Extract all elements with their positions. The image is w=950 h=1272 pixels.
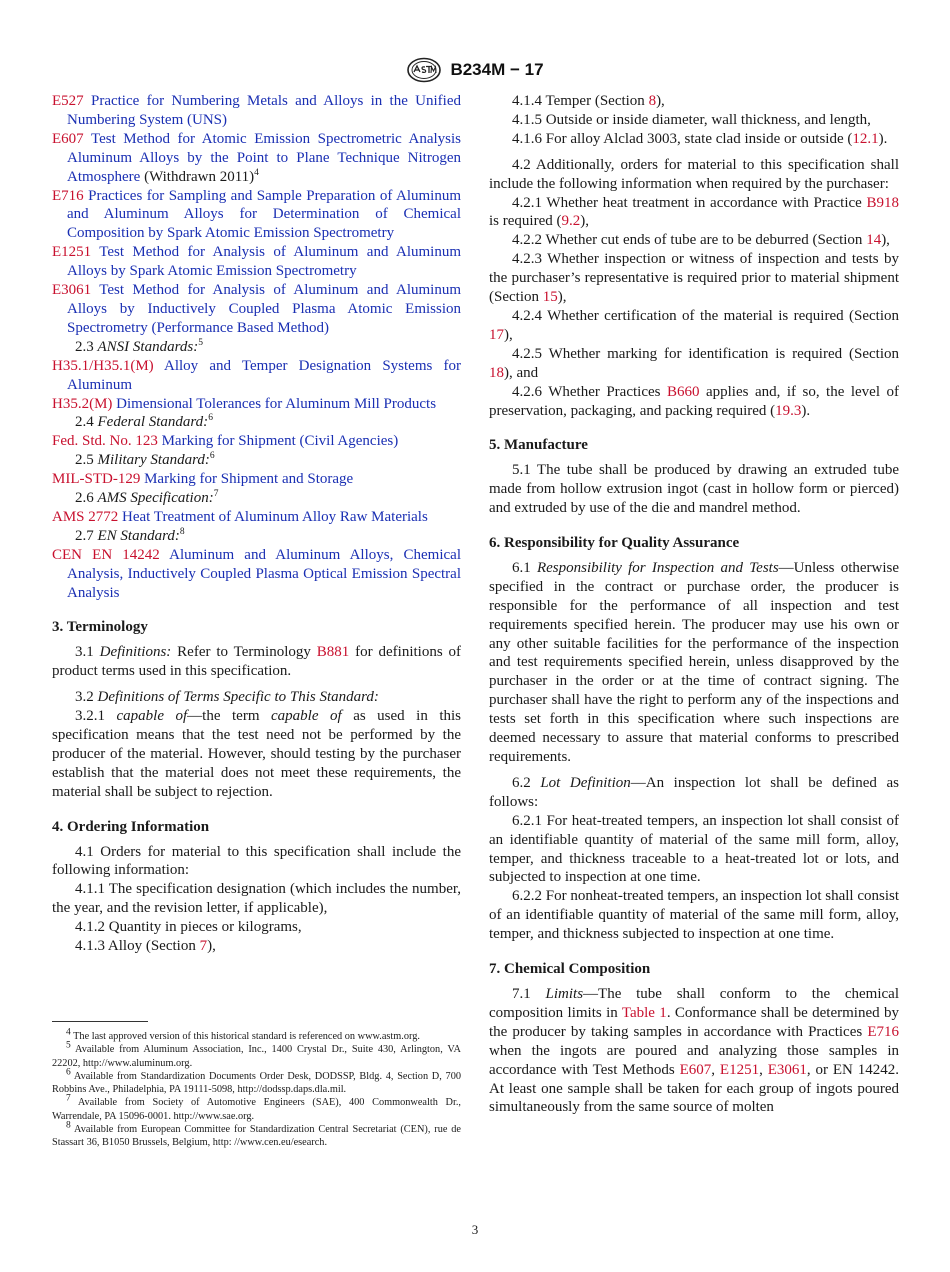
paragraph-text: ).	[878, 130, 888, 147]
document-designation: B234M − 17	[450, 60, 544, 79]
paragraph-4-2: 4.2 Additionally, orders for material to this specification shall include the following information when required by the purchaser:	[489, 156, 899, 192]
reference-h35-1	[52, 357, 461, 395]
footnote-mark: 5	[198, 337, 203, 348]
left-column	[52, 92, 461, 956]
subsection-2-7	[52, 527, 461, 546]
paragraph-text: 4.1.6 For alloy Alclad 3003, state clad inside or outside (	[512, 130, 853, 147]
paragraph-text: 4.2.6 Whether Practices	[512, 383, 661, 400]
reference-code-link[interactable]: E607	[52, 130, 84, 147]
paragraph-text: EN 14242. At least one sample shall be taken for each group of ingots poured simultaneously from the same source of molten	[489, 1061, 900, 1116]
reference-code-link[interactable]: Fed. Std. No. 123	[52, 433, 158, 450]
subsection-2-5	[52, 451, 461, 470]
reference-e3061	[52, 281, 461, 338]
footnote-text: The last approved version of this historical standard is referenced on www.astm.org.	[73, 1031, 420, 1042]
section-number: 2.4	[75, 414, 94, 431]
paragraph-text: 4.2.1 Whether heat treatment in accordance with Practice	[512, 194, 862, 211]
section-link[interactable]: 19.3	[775, 402, 802, 419]
paragraph-text: —the term	[187, 708, 260, 725]
defined-term: capable of	[271, 708, 342, 725]
paragraph-6-2	[489, 774, 899, 812]
paragraph-5-1: 5.1 The tube shall be produced by drawing an extruded tube made from hollow extrusion ingot (cast in hollow form or pierced) and extruded by use of the die and mandrel method.	[489, 462, 899, 517]
section-number: 7.1	[512, 985, 531, 1002]
paragraph-7-1: 7.1 Limits—The tube shall conform to the chemical composition limits in Table 1. Conformance shall be determined by the producer by taking samples in accordance with Practices E716 when the ingots are poured and analyzing those samples in accordance with Test Methods E607, E1251, E3061, or EN 14242. At least one sample shall be taken for each group of ingots poured simultaneously from the same source of molten	[489, 985, 900, 1116]
reference-code-link[interactable]: E527	[52, 93, 84, 109]
section-heading-manufacture: 5. Manufacture	[489, 437, 588, 454]
reference-e1251	[52, 243, 461, 281]
section-link[interactable]: 7	[199, 938, 208, 955]
reference-ams-2772	[52, 508, 461, 527]
section-link[interactable]: 18	[489, 364, 504, 381]
footnote-number: 5	[66, 1040, 71, 1051]
table-link[interactable]: Table 1	[621, 1004, 667, 1021]
paragraph-3-2-1	[52, 707, 461, 802]
paragraph-text: 4.1.3 Alloy (Section	[75, 938, 196, 955]
section-heading-terminology: 3. Terminology	[52, 619, 148, 636]
reference-title-link[interactable]: Practices for Sampling and Sample Preparation of Aluminum and Aluminum Alloys for Determination of Chemical Composition by Spark Atomic Emission Spectrometry	[67, 187, 461, 242]
paragraph-label: Definitions:	[99, 644, 172, 661]
reference-title-link[interactable]: Practice for Numbering Metals and Alloys in the Unified Numbering System (UNS)	[67, 93, 462, 128]
reference-code-link[interactable]: B918	[866, 194, 899, 211]
footnote-text: Available from Aluminum Association, Inc., 1400 Crystal Dr., Suite 430, Arlington, VA 22202, http://www.aluminum.org.	[52, 1044, 461, 1069]
reference-title-link[interactable]: Marking for Shipment (Civil Agencies)	[161, 433, 399, 450]
paragraph-4-2-3	[489, 250, 899, 307]
footnote	[52, 1120, 461, 1150]
section-link[interactable]: 12.1	[852, 130, 879, 147]
reference-title-link[interactable]: Test Method for Analysis of Aluminum and Aluminum Alloys by Spark Atomic Emission Spectrometry	[67, 244, 461, 280]
footnote-divider	[52, 1021, 148, 1022]
reference-e607	[52, 130, 461, 187]
paragraph-text: —Unless otherwise specified in the contract or purchase order, the producer is responsible for the performance of all inspection and test requirements specified herein. The producer may use his own or any other suitable facilities for the performance of the inspection and test requirements specified herein, unless disapproved by the purchaser in the order or at the time of contract signing. The purchaser shall have the right to perform any of the inspections and tests set forth in this specification where such inspections are deemed necessary to assure that material conforms to prescribed requirements.	[489, 559, 900, 765]
subsection-label: Military Standard:	[97, 452, 210, 469]
reference-title-link[interactable]: Test Method for Analysis of Aluminum and Aluminum Alloys by Inductively Coupled Plasma Atomic Emission Spectrometry (Performance Based Method)	[67, 282, 461, 336]
footnote	[52, 1027, 461, 1043]
astm-logo-icon	[406, 57, 442, 83]
paragraph-text: 4.2.3 Whether inspection or witness of inspection and tests by the purchaser’s representative is required prior to material shipment (Section	[489, 251, 899, 306]
paragraph-text: ),	[881, 232, 890, 249]
reference-code-link[interactable]: H35.2(M)	[52, 395, 113, 412]
reference-title-link[interactable]: Marking for Shipment and Storage	[144, 471, 354, 488]
paragraph-4-2-5	[489, 345, 899, 383]
reference-code-link[interactable]: H35.1/H35.1(M)	[52, 357, 154, 374]
paragraph-text: ),	[580, 213, 589, 230]
reference-code-link[interactable]: B881	[316, 644, 350, 661]
reference-e527	[52, 92, 461, 130]
paragraph-4-1-6	[489, 130, 899, 149]
footnote-mark: 6	[209, 451, 215, 462]
footnotes	[52, 1027, 461, 1150]
subsection-label: Federal Standard:	[97, 414, 209, 431]
footnote-number: 7	[66, 1094, 71, 1105]
paragraph-4-2-4	[489, 307, 899, 345]
footnote-text: Available from Society of Automotive Engineers (SAE), 400 Commonwealth Dr., Warrendale, PA 15096-0001. http://www.sae.org.	[52, 1097, 461, 1122]
subsection-2-6	[52, 489, 461, 508]
defined-term: capable of	[116, 708, 188, 725]
section-link[interactable]: 8	[648, 93, 657, 109]
paragraph-text: ).	[801, 402, 811, 419]
reference-code-link[interactable]: CEN EN 14242	[52, 546, 160, 563]
footnote-mark: 6	[208, 413, 213, 424]
reference-code-link[interactable]: AMS 2772	[52, 508, 119, 525]
paragraph-6-2-2: 6.2.2 For nonheat-treated tempers, an inspection lot shall consist of an identifiable quantity of material of the same mill form, alloy, temper, and thickness subjected to inspection at one time.	[489, 888, 899, 943]
paragraph-text: ),	[557, 289, 567, 306]
section-number: 2.6	[75, 490, 94, 507]
reference-code-link[interactable]: E607	[679, 1061, 712, 1078]
reference-title-link[interactable]: Heat Treatment of Aluminum Alloy Raw Materials	[122, 508, 428, 525]
footnote-mark: 8	[179, 526, 185, 537]
subsection-2-3	[52, 338, 461, 357]
paragraph-text: —An inspection lot shall be defined as follows:	[489, 774, 899, 810]
section-number: 3.2.1	[75, 708, 105, 725]
paragraph-4-2-6	[489, 383, 899, 421]
section-link[interactable]: 9.2	[561, 213, 581, 230]
paragraph-text: ), and	[504, 364, 539, 381]
page-number: 3	[471, 1222, 479, 1237]
paragraph-text: as used in this specification means that the test need not be performed by the producer of the material. However, should testing by the purchaser establish that the material does not meet these requirements, the material shall be subject to rejection.	[52, 708, 462, 800]
paragraph-label: Responsibility for Inspection and Tests	[536, 559, 779, 576]
paragraph-text: . Conformance shall be determined by the producer by taking samples in accordance with Practices	[489, 1004, 899, 1040]
paragraph-6-1	[489, 559, 899, 767]
section-number: 3.1	[75, 644, 94, 661]
section-number: 3.2	[75, 689, 94, 706]
footnote	[52, 1040, 461, 1070]
reference-code-link[interactable]: B660	[666, 383, 700, 400]
paragraph-3-1	[52, 643, 461, 681]
reference-cen-en-14242	[52, 546, 461, 603]
reference-h35-2	[52, 395, 461, 414]
footnote-mark: 4	[254, 167, 259, 178]
paragraph-text: ),	[656, 93, 665, 109]
page-header	[0, 56, 950, 84]
paragraph-4-1: 4.1 Orders for material to this specification shall include the following information:	[52, 843, 461, 879]
paragraph-text: is required (	[489, 213, 562, 230]
subsection-label: ANSI Standards:	[97, 338, 199, 355]
paragraph-label: Limits	[545, 985, 584, 1002]
paragraph-text: when the ingots are poured and analyzing those samples in accordance with Test Methods	[489, 1042, 899, 1078]
section-number: 2.5	[75, 452, 94, 469]
section-heading-chemical-composition: 7. Chemical Composition	[489, 961, 651, 978]
reference-code-link[interactable]: E1251	[52, 244, 92, 261]
paragraph-text: for definitions of product terms used in this specification.	[52, 644, 462, 680]
subsection-2-4	[52, 413, 461, 432]
reference-code-link[interactable]: E3061	[52, 282, 92, 299]
paragraph-text: 4.2.2 Whether cut ends of tube are to be deburred (Section	[512, 232, 863, 249]
paragraph-label: Lot Definition	[540, 774, 631, 791]
paragraph-label: Definitions of Terms Specific to This Standard:	[97, 689, 379, 706]
section-link[interactable]: 14	[866, 232, 882, 249]
right-column	[489, 92, 899, 1117]
reference-fed-std-123	[52, 432, 461, 451]
reference-code-link[interactable]: E3061	[767, 1061, 807, 1078]
reference-code-link[interactable]: MIL-STD-129	[52, 471, 141, 488]
reference-e716	[52, 187, 461, 244]
paragraph-text: applies and, if so, the level of preservation, packaging, and packing required (	[489, 383, 899, 419]
reference-code-link[interactable]: E716	[867, 1023, 899, 1040]
paragraph-text: 4.2.5 Whether marking for identification is required (Section	[512, 345, 899, 362]
footnote-number: 4	[66, 1027, 71, 1038]
paragraph-4-1-5: 4.1.5 Outside or inside diameter, wall thickness, and length,	[512, 111, 871, 128]
footnote-text: Available from Standardization Documents Order Desk, DODSSP, Bldg. 4, Section D, 700 Robbins Ave., Philadelphia, PA 19111-5098, http://dodssp.daps.dla.mil.	[52, 1070, 461, 1096]
section-heading-ordering: 4. Ordering Information	[52, 818, 210, 835]
section-number: 2.3	[75, 338, 94, 355]
paragraph-4-1-3	[52, 937, 461, 956]
paragraph-text: 4.2.4 Whether certification of the material is required (Section	[512, 307, 899, 324]
paragraph-4-2-1	[489, 194, 899, 232]
reference-title-link[interactable]: Alloy and Temper Designation Systems for Aluminum	[67, 357, 461, 393]
paragraph-4-2-2	[489, 231, 899, 250]
withdrawn-note: (Withdrawn 2011)	[140, 168, 255, 185]
footnote-number: 8	[66, 1120, 71, 1131]
paragraph-4-1-1: 4.1.1 The specification designation (which includes the number, the year, and the revision letter, if applicable),	[52, 881, 461, 917]
subsection-label: EN Standard:	[97, 527, 180, 544]
reference-mil-std-129	[52, 470, 461, 489]
footnote-mark: 7	[213, 489, 219, 500]
reference-title-link[interactable]: Test Method for Atomic Emission Spectrometric Analysis Aluminum Alloys by the Point to Plane Technique Nitrogen Atmosphere	[67, 130, 461, 185]
reference-title-link[interactable]: Aluminum and Aluminum Alloys, Chemical Analysis, Inductively Coupled Plasma Optical Emission Spectral Analysis	[67, 546, 461, 601]
section-number: 6.2	[512, 774, 531, 791]
paragraph-3-2	[52, 688, 461, 707]
subsection-label: AMS Specification:	[97, 490, 214, 507]
section-number: 2.7	[75, 527, 94, 544]
section-link[interactable]: 15	[542, 289, 558, 306]
paragraph-6-2-1: 6.2.1 For heat-treated tempers, an inspection lot shall consist of an identifiable quantity of material of the same mill form, alloy, temper, and thickness traceable to a heat-treated lot or lots, and subjected to inspection at one time.	[489, 812, 899, 886]
reference-code-link[interactable]: E716	[52, 187, 84, 204]
reference-code-link[interactable]: E1251	[719, 1061, 760, 1078]
paragraph-text: Refer to Terminology	[177, 644, 311, 661]
footnote-text: Available from European Committee for Standardization Central Secretariat (CEN), rue de Stassart 36, B1050 Brussels, Belgium, http: //www.cen.eu/esearch.	[52, 1124, 461, 1149]
paragraph-text: —The tube shall conform to the chemical composition limits in	[489, 985, 900, 1021]
paragraph-4-1-4	[489, 92, 899, 111]
paragraph-text: 4.1.4 Temper (Section	[512, 93, 645, 109]
paragraph-text: ),	[504, 326, 513, 343]
section-heading-quality-assurance: 6. Responsibility for Quality Assurance	[489, 535, 740, 552]
section-link[interactable]: 17	[489, 326, 504, 343]
section-number: 6.1	[512, 559, 531, 576]
reference-title-link[interactable]: Dimensional Tolerances for Aluminum Mill Products	[116, 395, 437, 412]
footnote	[52, 1096, 461, 1123]
paragraph-4-1-2: 4.1.2 Quantity in pieces or kilograms,	[75, 919, 302, 936]
paragraph-text: ),	[207, 938, 216, 955]
footnote	[52, 1067, 461, 1097]
footnote-number: 6	[66, 1067, 71, 1078]
